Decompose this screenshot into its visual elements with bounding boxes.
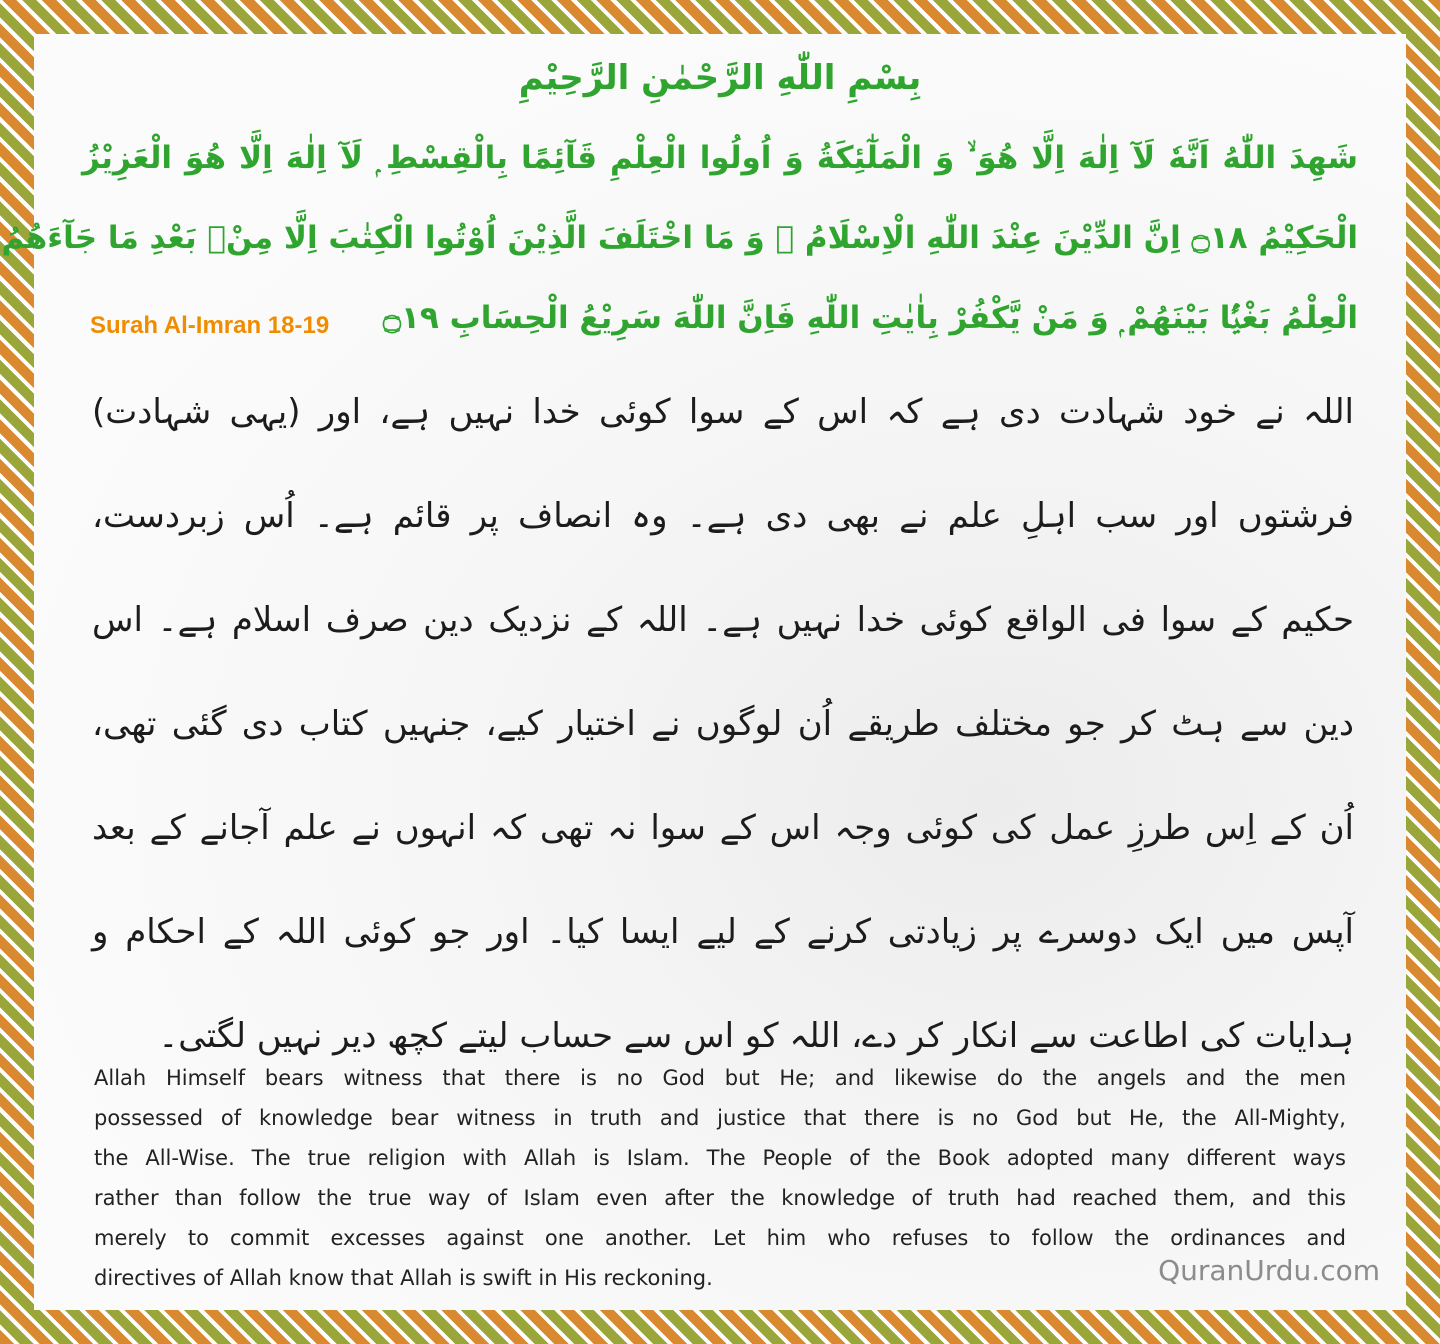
arabic-verse-line: الْحَكِيْمُ ۝۱۸ اِنَّ الدِّيْنَ عِنْدَ اللّٰهِ الْاِسْلَامُ ۣ وَ مَا اخْتَلَفَ الَّذِيْنَ اُوْتُوا الْكِتٰبَ اِلَّا مِنْۢ بَعْدِ مَا جَآءَهُمُ [1,220,1358,256]
urdu-line: ہدایات کی اطاعت سے انکار کر دے، اللہ کو اس سے حساب لیتے کچھ دیر نہیں لگتی۔ [158,1016,1354,1056]
arabic-verse-line: شَهِدَ اللّٰهُ اَنَّهٗ لَآ اِلٰهَ اِلَّا هُوَ ۙ وَ الْمَلٰٓئِكَةُ وَ اُولُوا الْعِلْمِ قَآئِمًا بِالْقِسْطِ ۭ لَآ اِلٰهَ اِلَّا هُوَ الْعَزِيْزُ [82,140,1358,176]
english-line: possessed of knowledge bear witness in truth and justice that there is no God but He, the All-Mighty, [94,1106,1346,1130]
urdu-line: دین سے ہٹ کر جو مختلف طریقے اُن لوگوں نے اختیار کیے، جنہیں کتاب دی گئی تھی، [92,704,1354,744]
english-line: rather than follow the true way of Islam even after the knowledge of truth had reached them, and this [94,1186,1346,1210]
english-line: merely to commit excesses against one another. Let him who refuses to follow the ordinances and [94,1226,1346,1250]
urdu-line: فرشتوں اور سب اہلِ علم نے بھی دی ہے۔ وہ انصاف پر قائم ہے۔ اُس زبردست، [92,496,1354,536]
english-line: directives of Allah know that Allah is swift in His reckoning. [94,1266,713,1290]
urdu-translation [92,372,1354,1100]
urdu-line: حکیم کے سوا فی الواقع کوئی خدا نہیں ہے۔ اللہ کے نزدیک دین صرف اسلام ہے۔ اس [92,600,1354,640]
arabic-verse-line: الْعِلْمُ بَغْيًۢا بَيْنَهُمْ ۭ وَ مَنْ يَّكْفُرْ بِاٰيٰتِ اللّٰهِ فَاِنَّ اللّٰهَ سَرِيْعُ الْحِسَابِ ۝۱۹ [382,300,1358,336]
english-line: the All-Wise. The true religion with Allah is Islam. The People of the Book adopted many different ways [94,1146,1346,1170]
urdu-line: اُن کے اِس طرزِ عمل کی کوئی وجہ اس کے سوا نہ تھی کہ انہوں نے علم آجانے کے بعد [92,808,1354,848]
urdu-line: اللہ نے خود شہادت دی ہے کہ اس کے سوا کوئی خدا نہیں ہے، اور (یہی شہادت) [92,392,1354,432]
bismillah: بِسْمِ اللّٰهِ الرَّحْمٰنِ الرَّحِيْمِ [518,58,922,98]
surah-reference: Surah Al-Imran 18-19 [90,312,330,339]
english-line: Allah Himself bears witness that there is no God but He; and likewise do the angels and the men [94,1066,1346,1090]
site-watermark: QuranUrdu.com [1158,1254,1380,1287]
urdu-line: آپس میں ایک دوسرے پر زیادتی کرنے کے لیے ایسا کیا۔ اور جو کوئی اللہ کے احکام و [92,912,1354,952]
